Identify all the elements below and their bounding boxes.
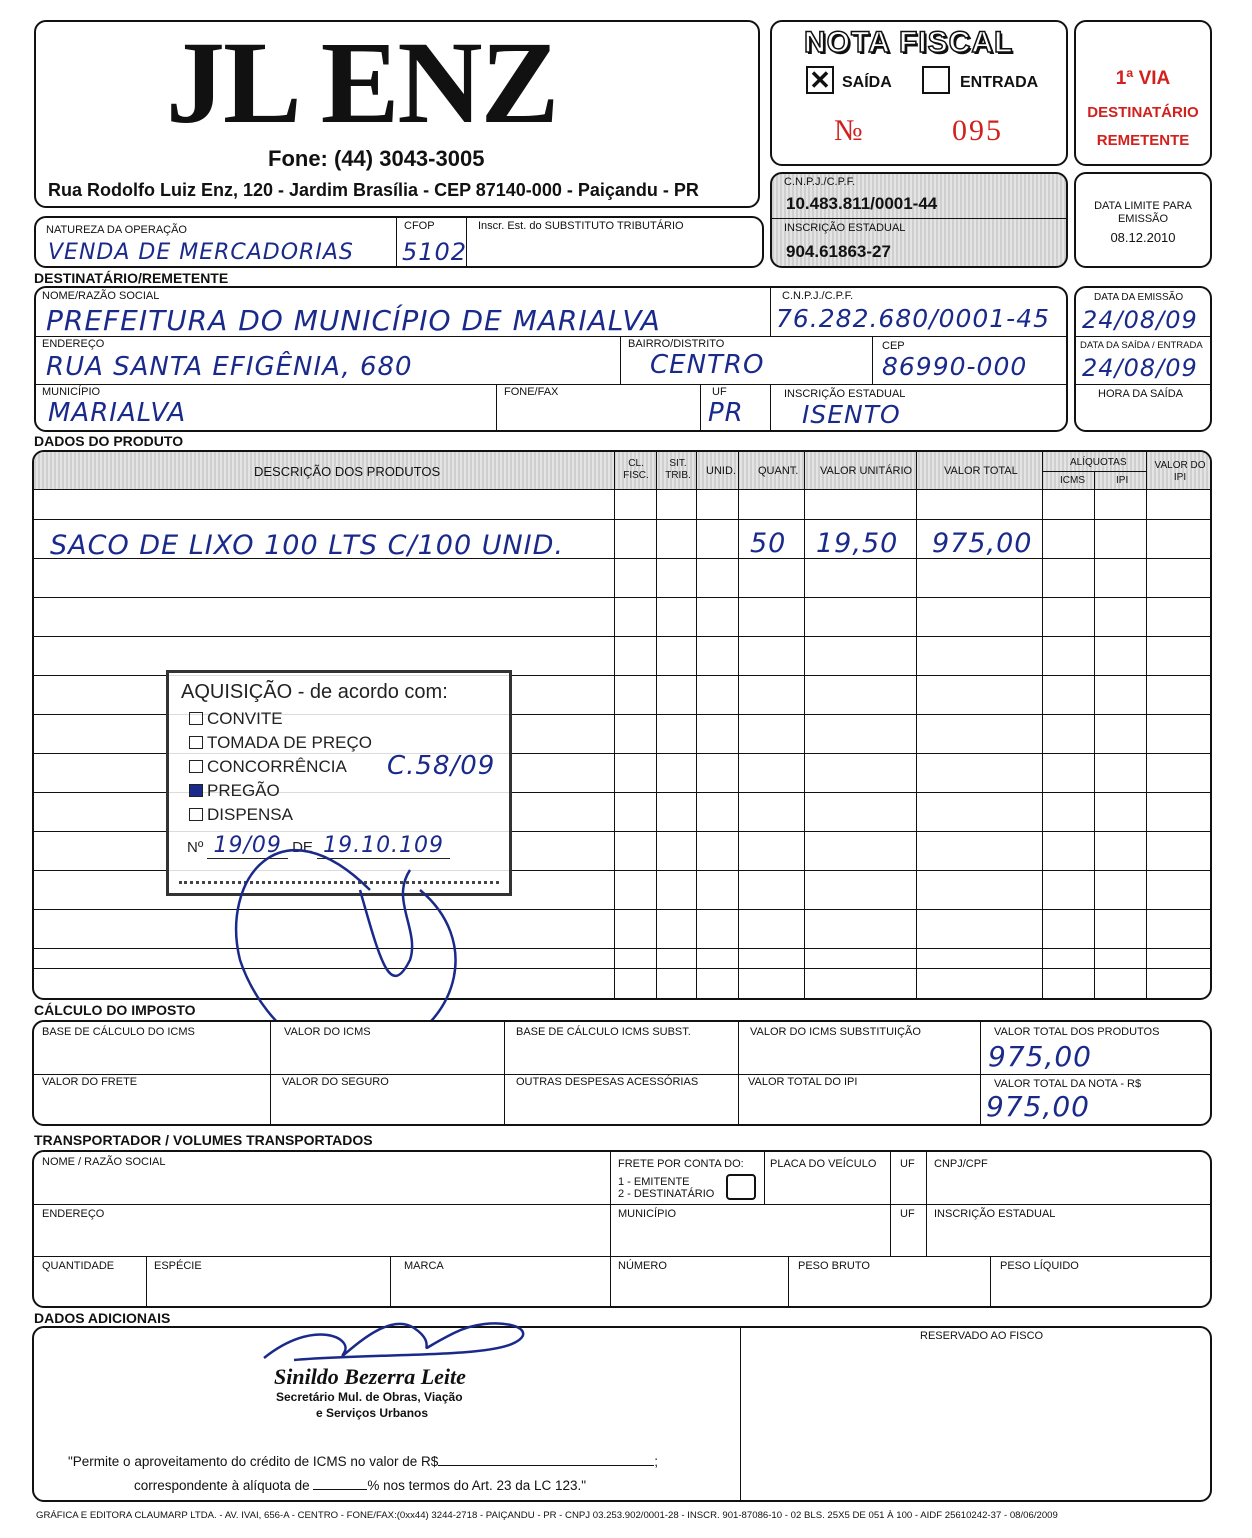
via-destinatario: DESTINATÁRIO bbox=[1087, 104, 1199, 121]
nota-fiscal-title: NOTA FISCAL bbox=[804, 26, 1014, 59]
outras-label: OUTRAS DESPESAS ACESSÓRIAS bbox=[516, 1076, 699, 1088]
convite-checkbox[interactable] bbox=[189, 712, 203, 725]
produtos-section-title: DADOS DO PRODUTO bbox=[34, 433, 184, 449]
saida-label: SAÍDA bbox=[842, 74, 892, 91]
nota-fiscal-box bbox=[770, 20, 1068, 166]
reservado-fisco-label: RESERVADO AO FISCO bbox=[920, 1330, 1044, 1342]
transp-nome-label: NOME / RAZÃO SOCIAL bbox=[42, 1156, 166, 1168]
stamp-title: AQUISIÇÃO - de acordo com: bbox=[181, 681, 448, 703]
inscr-subst-label: Inscr. Est. do SUBSTITUTO TRIBUTÁRIO bbox=[478, 220, 684, 232]
col-valor-total: VALOR TOTAL bbox=[944, 465, 1018, 477]
stamp-opt-convite: CONVITE bbox=[189, 709, 283, 729]
stamp-numero-line: Nº 19/09 DE 19.10.109 bbox=[187, 833, 450, 858]
nota-numero: 095 bbox=[952, 114, 1003, 147]
frete-conta-checkbox[interactable] bbox=[726, 1174, 756, 1200]
dispensa-checkbox[interactable] bbox=[189, 808, 203, 821]
tomada-checkbox[interactable] bbox=[189, 736, 203, 749]
bairro-value: CENTRO bbox=[650, 350, 765, 380]
company-address: Rua Rodolfo Luiz Enz, 120 - Jardim Brasília - CEP 87140-000 - Paiçandu - PR bbox=[48, 180, 699, 200]
peso-bruto-label: PESO BRUTO bbox=[798, 1260, 870, 1272]
stamp-numero: 19/09 bbox=[207, 833, 287, 859]
via-label: 1ª VIA bbox=[1115, 68, 1171, 89]
frete-label: VALOR DO FRETE bbox=[42, 1076, 138, 1088]
natureza-value: VENDA DE MERCADORIAS bbox=[48, 240, 354, 265]
frete-emitente-label: 1 - EMITENTE bbox=[618, 1176, 690, 1188]
base-subst-label: BASE DE CÁLCULO ICMS SUBST. bbox=[516, 1026, 691, 1038]
credito-line-1: "Permite o aproveitamento do crédito de ICMS no valor de R$ ; bbox=[68, 1454, 658, 1469]
endereco-value: RUA SANTA EFIGÊNIA, 680 bbox=[46, 352, 413, 382]
item-valor-unit: 19,50 bbox=[816, 528, 899, 559]
seguro-label: VALOR DO SEGURO bbox=[282, 1076, 389, 1088]
stamp-opt-concorrencia: CONCORRÊNCIA bbox=[189, 757, 347, 777]
item-quant: 50 bbox=[750, 528, 787, 559]
printer-footer: GRÁFICA E EDITORA CLAUMARP LTDA. - AV. IVAI, 656-A - CENTRO - FONE/FAX:(0xx44) 3244-2718 - PAIÇANDU - PR - CNPJ 03.253.902/0001-28 - INSCR. 901-87086-10 - 02 BLS. 25X5 DE 051 À 100 - AIDF 25610242-37 - 08/06/2009 bbox=[36, 1510, 1058, 1521]
via-box bbox=[1074, 20, 1212, 166]
stamp-opt-dispensa: DISPENSA bbox=[189, 805, 293, 825]
company-logo: JL ENZ bbox=[166, 17, 558, 148]
numero-label: NÚMERO bbox=[618, 1260, 667, 1272]
transp-ie-label: INSCRIÇÃO ESTADUAL bbox=[934, 1208, 1056, 1220]
frete-destinatario-label: 2 - DESTINATÁRIO bbox=[618, 1188, 715, 1200]
entrada-checkbox[interactable] bbox=[922, 66, 950, 94]
saida-checkbox[interactable]: ✕ bbox=[806, 66, 834, 94]
datas-box bbox=[1074, 286, 1212, 432]
numero-symbol: № bbox=[834, 114, 863, 147]
data-limite-label: DATA LIMITE PARA EMISSÃO bbox=[1094, 200, 1192, 225]
data-saida-value: 24/08/09 bbox=[1082, 354, 1198, 382]
total-nota-label: VALOR TOTAL DA NOTA - R$ bbox=[994, 1078, 1142, 1090]
municipio-label: MUNICÍPIO bbox=[42, 386, 101, 398]
emitente-box bbox=[770, 172, 1068, 268]
stamp-opt-tomada: TOMADA DE PREÇO bbox=[189, 733, 372, 753]
base-icms-label: BASE DE CÁLCULO DO ICMS bbox=[42, 1026, 195, 1038]
col-quant: QUANT. bbox=[758, 465, 799, 477]
dest-cnpj-value: 76.282.680/0001-45 bbox=[776, 304, 1051, 333]
adicionais-box bbox=[32, 1326, 1212, 1502]
transp-cnpj-label: CNPJ/CPF bbox=[934, 1158, 988, 1170]
transp-endereco-label: ENDEREÇO bbox=[42, 1208, 105, 1220]
item-descricao: SACO DE LIXO 100 LTS C/100 UNID. bbox=[50, 530, 565, 561]
stamp-opt-pregao: PREGÃO bbox=[189, 781, 280, 801]
data-limite-box bbox=[1074, 172, 1212, 268]
col-unid: UNID. bbox=[706, 465, 736, 477]
data-limite: 08.12.2010 bbox=[1110, 230, 1176, 245]
total-produtos-label: VALOR TOTAL DOS PRODUTOS bbox=[994, 1026, 1160, 1038]
cep-value: 86990-000 bbox=[882, 352, 1028, 381]
municipio-value: MARIALVA bbox=[48, 398, 187, 428]
valor-subst-label: VALOR DO ICMS SUBSTITUIÇÃO bbox=[750, 1026, 921, 1038]
especie-label: ESPÉCIE bbox=[154, 1260, 202, 1272]
col-cl-fisc: CL. FISC. bbox=[623, 458, 649, 481]
operacao-box bbox=[34, 216, 764, 268]
company-header bbox=[34, 17, 760, 208]
total-produtos-value: 975,00 bbox=[988, 1040, 1092, 1073]
emitente-cnpj: 10.483.811/0001-44 bbox=[786, 194, 938, 213]
transp-uf2-label: UF bbox=[900, 1208, 915, 1220]
dest-cnpj-label: C.N.P.J./C.P.F. bbox=[782, 290, 854, 302]
credito-line-2: correspondente à alíquota de % nos termos do Art. 23 da LC 123." bbox=[134, 1478, 587, 1493]
pregao-checkbox[interactable] bbox=[189, 784, 203, 797]
hora-saida-label: HORA DA SAÍDA bbox=[1098, 388, 1183, 400]
transp-municipio-label: MUNICÍPIO bbox=[618, 1208, 677, 1220]
data-emissao-label: DATA DA EMISSÃO bbox=[1094, 292, 1184, 303]
cfop-value: 5102 bbox=[402, 238, 468, 266]
peso-liquido-label: PESO LÍQUIDO bbox=[1000, 1260, 1079, 1272]
imposto-section-title: CÁLCULO DO IMPOSTO bbox=[34, 1002, 196, 1018]
concorrencia-checkbox[interactable] bbox=[189, 760, 203, 773]
placa-label: PLACA DO VEÍCULO bbox=[770, 1158, 877, 1170]
transportador-section-title: TRANSPORTADOR / VOLUMES TRANSPORTADOS bbox=[34, 1132, 373, 1148]
emitente-ie: 904.61863-27 bbox=[786, 242, 891, 261]
col-aliquotas: ALÍQUOTAS bbox=[1070, 457, 1127, 468]
company-phone: Fone: (44) 3043-3005 bbox=[268, 146, 485, 171]
imposto-box bbox=[32, 1020, 1212, 1126]
signer-title-1: Secretário Mul. de Obras, Viação bbox=[276, 1390, 463, 1404]
emitente-cnpj-label: C.N.P.J./C.P.F. bbox=[784, 176, 856, 188]
emitente-ie-label: INSCRIÇÃO ESTADUAL bbox=[784, 222, 906, 234]
valor-icms-label: VALOR DO ICMS bbox=[284, 1026, 371, 1038]
fone-label: FONE/FAX bbox=[504, 386, 559, 398]
nome-value: PREFEITURA DO MUNICÍPIO DE MARIALVA bbox=[46, 304, 661, 337]
col-ipi: IPI bbox=[1116, 475, 1129, 486]
item-valor-total: 975,00 bbox=[932, 528, 1033, 559]
marca-label: MARCA bbox=[404, 1260, 444, 1272]
stamp-data: 19.10.109 bbox=[317, 833, 450, 859]
col-icms: ICMS bbox=[1060, 475, 1085, 486]
col-sit-trib: SIT. TRIB. bbox=[665, 458, 691, 481]
col-descricao: DESCRIÇÃO DOS PRODUTOS bbox=[254, 464, 441, 479]
via-remetente: REMETENTE bbox=[1096, 132, 1190, 149]
data-emissao-value: 24/08/09 bbox=[1082, 306, 1198, 334]
adicionais-section-title: DADOS ADICIONAIS bbox=[34, 1310, 171, 1326]
total-ipi-label: VALOR TOTAL DO IPI bbox=[748, 1076, 858, 1088]
cep-label: CEP bbox=[882, 340, 905, 352]
stamp-handwritten-ref: C.58/09 bbox=[387, 751, 496, 781]
signer-title-2: e Serviços Urbanos bbox=[316, 1406, 429, 1420]
total-nota-value: 975,00 bbox=[986, 1090, 1090, 1123]
entrada-label: ENTRADA bbox=[960, 74, 1039, 91]
data-saida-label: DATA DA SAÍDA / ENTRADA bbox=[1080, 340, 1203, 351]
col-valor-unit: VALOR UNITÁRIO bbox=[820, 465, 913, 477]
signer-name: Sinildo Bezerra Leite bbox=[274, 1364, 466, 1389]
transportador-box bbox=[32, 1150, 1212, 1308]
col-valor-ipi: VALOR DO IPI bbox=[1154, 460, 1206, 483]
uf-value: PR bbox=[708, 398, 744, 428]
uf-label: UF bbox=[712, 386, 727, 398]
transp-uf-label: UF bbox=[900, 1158, 915, 1170]
quantidade-label: QUANTIDADE bbox=[42, 1260, 115, 1272]
cfop-label: CFOP bbox=[404, 220, 435, 232]
frete-conta-label: FRETE POR CONTA DO: bbox=[618, 1158, 744, 1170]
endereco-label: ENDEREÇO bbox=[42, 338, 105, 350]
destinatario-section-title: DESTINATÁRIO/REMETENTE bbox=[34, 270, 229, 286]
bairro-label: BAIRRO/DISTRITO bbox=[628, 338, 725, 350]
dest-ie-label: INSCRIÇÃO ESTADUAL bbox=[784, 388, 906, 400]
natureza-label: NATUREZA DA OPERAÇÃO bbox=[46, 224, 187, 236]
nome-label: NOME/RAZÃO SOCIAL bbox=[42, 290, 160, 302]
destinatario-box bbox=[34, 286, 1068, 432]
dest-ie-value: ISENTO bbox=[802, 400, 901, 429]
